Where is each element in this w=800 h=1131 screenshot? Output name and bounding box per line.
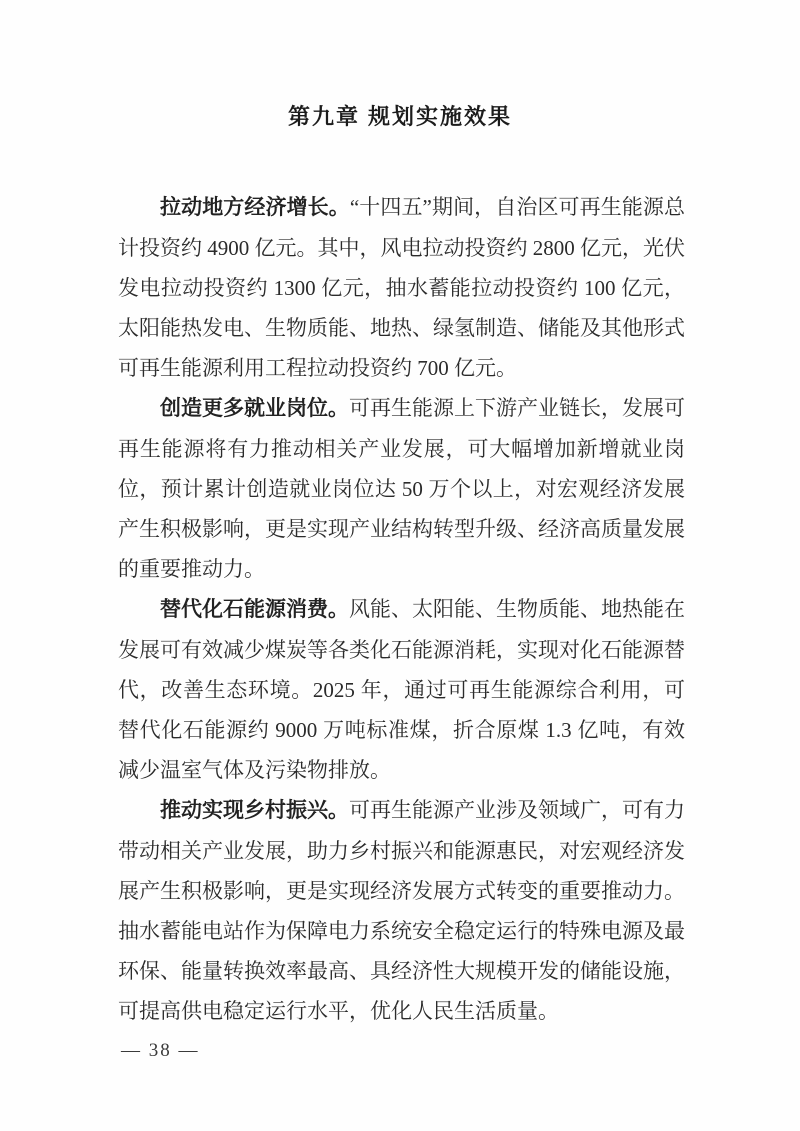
paragraph-economic-growth <box>118 187 685 388</box>
paragraph-fossil-substitution <box>118 589 685 790</box>
page-footer <box>121 1040 200 1062</box>
paragraph-body-text: 可再生能源上下游产业链长，发展可再生能源将有力推动相关产业发展，可大幅增加新增就业岗位，预计累计创造就业岗位达 50 万个以上，对宏观经济发展产生积极影响，更是实现产业结构转型升级、经济高质量发展的重要推动力。 <box>118 396 685 581</box>
paragraph-body-text: 风能、太阳能、生物质能、地热能在发展可有效减少煤炭等各类化石能源消耗，实现对化石能源替代，改善生态环境。2025 年，通过可再生能源综合利用，可替代化石能源约 9000 万吨标准煤，折合原煤 1.3 亿吨，有效减少温室气体及污染物排放。 <box>118 597 685 782</box>
paragraph-lead: 替代化石能源消费。 <box>160 598 349 621</box>
paragraph-body-text: “十四五”期间，自治区可再生能源总计投资约 4900 亿元。其中，风电拉动投资约 2800 亿元，光伏发电拉动投资约 1300 亿元，抽水蓄能拉动投资约 100 亿元，太阳能热发电、生物质能、地热、绿氢制造、储能及其他形式可再生能源利用工程拉动投资约 700 亿元。 <box>118 195 686 380</box>
page-number: — 38 — <box>121 1040 200 1061</box>
chapter-title: 第九章 规划实施效果 <box>287 104 513 129</box>
paragraph-lead: 创造更多就业岗位。 <box>160 397 349 420</box>
paragraph-lead: 拉动地方经济增长。 <box>160 196 350 219</box>
paragraph-body-text: 可再生能源产业涉及领域广，可有力带动相关产业发展，助力乡村振兴和能源惠民，对宏观经济发展产生积极影响，更是实现经济发展方式转变的重要推动力。抽水蓄能电站作为保障电力系统安全稳定运行的特殊电源及最环保、能量转换效率最高、具经济性大规模开发的储能设施，可提高供电稳定运行水平，优化人民生活质量。 <box>118 798 685 1023</box>
paragraph-rural-revitalization <box>118 790 685 1031</box>
paragraph-job-creation <box>118 388 685 589</box>
document-body <box>118 187 685 1031</box>
paragraph-lead: 推动实现乡村振兴。 <box>160 799 349 822</box>
